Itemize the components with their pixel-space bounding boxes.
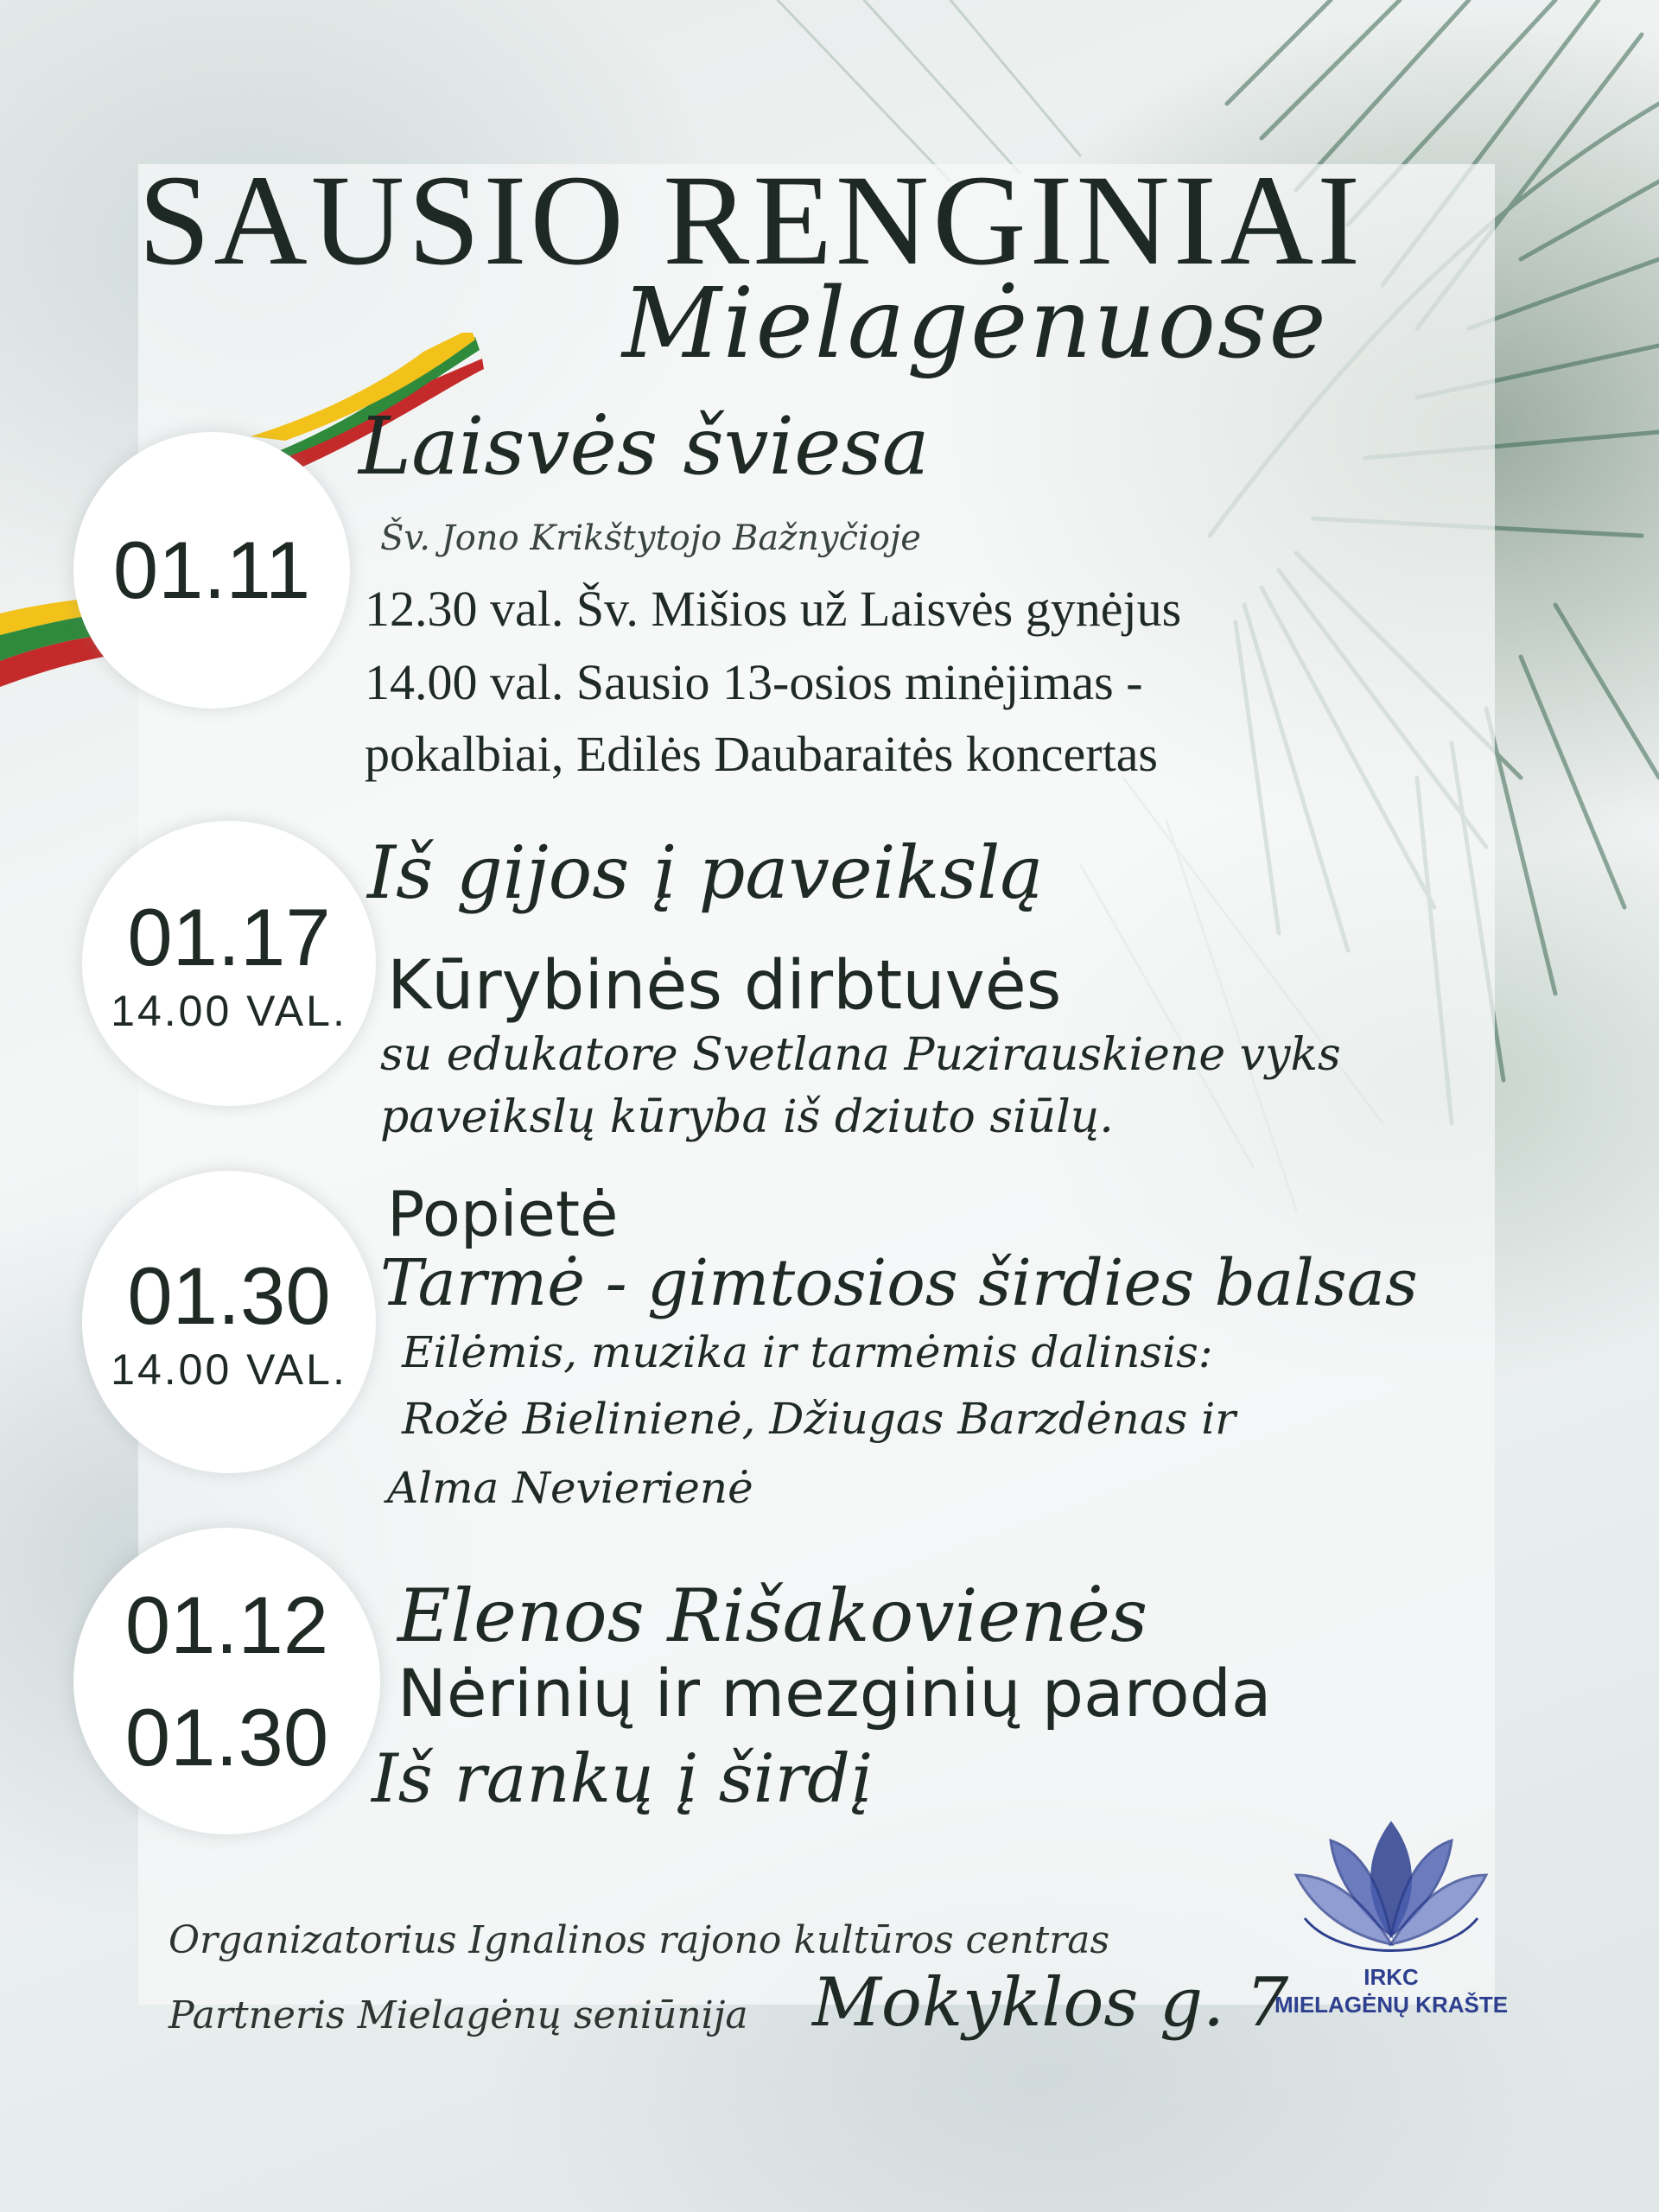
event-line: 14.00 val. Sausio 13-osios minėjimas - xyxy=(365,654,1143,710)
date-badge-4 xyxy=(73,1528,380,1834)
event-date: 01.30 xyxy=(127,1250,331,1341)
event-line: Rožė Bielinienė, Džiugas Barzdėnas ir xyxy=(402,1394,1236,1444)
event-line: su edukatore Svetlana Puzirauskiene vyks xyxy=(380,1029,1341,1081)
organizer-text: Organizatorius Ignalinos rajono kultūros centras xyxy=(168,1918,1110,1962)
event-date: 01.30 xyxy=(124,1691,329,1783)
event-time: 14.00 VAL. xyxy=(111,987,347,1035)
date-badge-1 xyxy=(73,432,350,709)
event-tagline: Iš rankų į širdį xyxy=(372,1740,872,1818)
date-badge-2 xyxy=(82,821,376,1106)
event-line: paveikslų kūryba iš dziuto siūlų. xyxy=(380,1091,1114,1143)
event-title: Iš gijos į paveikslą xyxy=(367,830,1044,915)
event-title: Laisvės šviesa xyxy=(359,400,930,493)
logo-text xyxy=(1270,1963,1512,2018)
partner-text: Partneris Mielagėnų seniūnija xyxy=(168,1993,748,2037)
event-subtitle: Tarmė - gimtosios širdies balsas xyxy=(380,1246,1418,1320)
event-place: Šv. Jono Krikštytojo Bažnyčioje xyxy=(380,518,921,558)
event-title: Popietė xyxy=(387,1178,619,1250)
date-badge-3 xyxy=(82,1171,376,1473)
address-text: Mokyklos g. 7 xyxy=(812,1964,1289,2042)
event-time: 14.00 VAL. xyxy=(111,1345,347,1394)
event-line: Alma Nevierienė xyxy=(387,1463,753,1513)
logo-line-2: MIELAGĖNŲ KRAŠTE xyxy=(1274,1992,1509,2018)
event-subtitle: Nėrinių ir mezginių paroda xyxy=(397,1655,1272,1732)
event-subtitle: Kūrybinės dirbtuvės xyxy=(387,947,1062,1025)
event-title: Elenos Rišakovienės xyxy=(397,1573,1148,1658)
event-date: 01.11 xyxy=(112,524,311,615)
event-line: Eilėmis, muzika ir tarmėmis dalinsis: xyxy=(402,1327,1213,1377)
event-date: 01.12 xyxy=(124,1579,329,1670)
event-date: 01.17 xyxy=(127,892,331,982)
page-title: SAUSIO RENGINIAI xyxy=(138,149,1364,292)
event-line: pokalbiai, Edilės Daubaraitės koncertas xyxy=(365,726,1159,782)
logo-line-1: IRKC xyxy=(1363,1964,1419,1990)
page-subtitle: Mielagėnuose xyxy=(622,268,1328,380)
event-line: 12.30 val. Šv. Mišios už Laisvės gynėjus xyxy=(365,581,1182,637)
